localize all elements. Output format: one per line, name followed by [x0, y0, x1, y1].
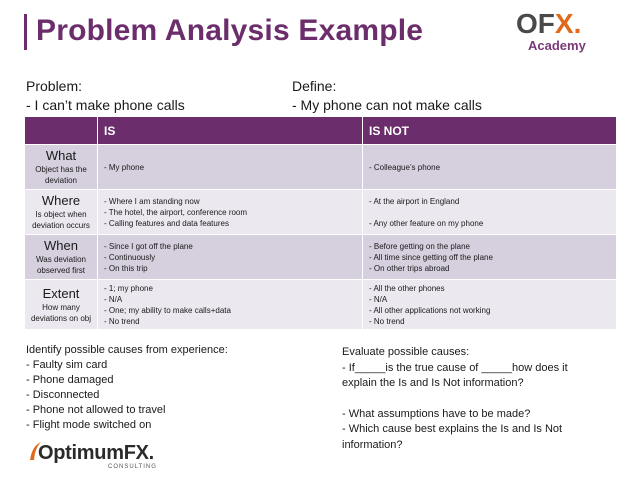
evaluate-line: information?	[342, 438, 403, 451]
table-header-blank	[25, 117, 98, 145]
cell-extent-is: - 1; my phone - N/A - One; my ability to make calls+data - No trend	[98, 280, 363, 330]
define-heading: Define:	[292, 78, 337, 94]
table-header-is: IS	[98, 117, 363, 145]
ofx-logo-wordmark	[516, 8, 581, 40]
table-row	[25, 235, 617, 280]
evaluate-line: - What assumptions have to be made?	[342, 407, 531, 420]
problem-text: - I can’t make phone calls	[26, 97, 185, 113]
optimumfx-logo	[28, 438, 188, 476]
evaluate-line: explain the Is and Is Not information?	[342, 377, 524, 389]
cell-where-isnot: - At the airport in England - Any other feature on my phone	[363, 190, 617, 235]
list-item: - Phone damaged	[26, 374, 114, 386]
ofx-academy-logo	[514, 8, 614, 62]
list-item: - Flight mode switched on	[26, 419, 152, 431]
cell-extent-isnot: - All the other phones - N/A - All other applications not working - No trend	[363, 280, 617, 330]
table-row	[25, 280, 617, 330]
is-isnot-table	[24, 116, 617, 330]
page-title: Problem Analysis Example	[36, 14, 424, 47]
table-row	[25, 145, 617, 190]
causes-heading: Identify possible causes from experience:	[26, 344, 228, 356]
row-label-when: When Was deviation observed first	[25, 235, 98, 280]
problem-block	[26, 77, 185, 115]
evaluate-heading: Evaluate possible causes:	[342, 346, 470, 358]
possible-causes-block	[26, 343, 228, 433]
list-item: - Phone not allowed to travel	[26, 404, 166, 416]
row-label-what: What Object has the deviation	[25, 145, 98, 190]
optimumfx-wordmark	[38, 442, 154, 465]
define-block	[292, 77, 482, 115]
cell-where-is: - Where I am standing now - The hotel, the airport, conference room - Calling features and data features	[98, 190, 363, 235]
row-label-extent: Extent How many deviations on obj	[25, 280, 98, 330]
cell-when-is: - Since I got off the plane - Continuously - On this trip	[98, 235, 363, 280]
optimumfx-fx: FX.	[123, 442, 154, 464]
table-row	[25, 190, 617, 235]
evaluate-line: - Which cause best explains the Is and Is Not	[342, 423, 563, 435]
cell-when-isnot: - Before getting on the plane - All time since getting off the plane - On other trips abroad	[363, 235, 617, 280]
table-header-row	[25, 117, 617, 145]
list-item: - Disconnected	[26, 389, 100, 401]
ofx-logo-prefix: OF	[516, 8, 555, 39]
optimumfx-consulting: CONSULTING	[108, 464, 157, 470]
optimumfx-name: Optimum	[38, 442, 124, 464]
table-header-isnot: IS NOT	[363, 117, 617, 145]
cell-what-is: - My phone	[98, 145, 363, 190]
define-text: - My phone can not make calls	[292, 97, 482, 113]
problem-heading: Problem:	[26, 78, 83, 94]
evaluate-line: - If_____is the true cause of _____how does it	[342, 361, 568, 374]
ofx-logo-x: X.	[554, 8, 582, 39]
title-accent-bar	[24, 14, 27, 50]
row-label-where: Where Is object when deviation occurs	[25, 190, 98, 235]
cell-what-isnot: - Colleague’s phone	[363, 145, 617, 190]
list-item: - Faulty sim card	[26, 359, 108, 371]
ofx-logo-academy: Academy	[528, 38, 586, 53]
evaluate-causes-block	[342, 345, 568, 453]
